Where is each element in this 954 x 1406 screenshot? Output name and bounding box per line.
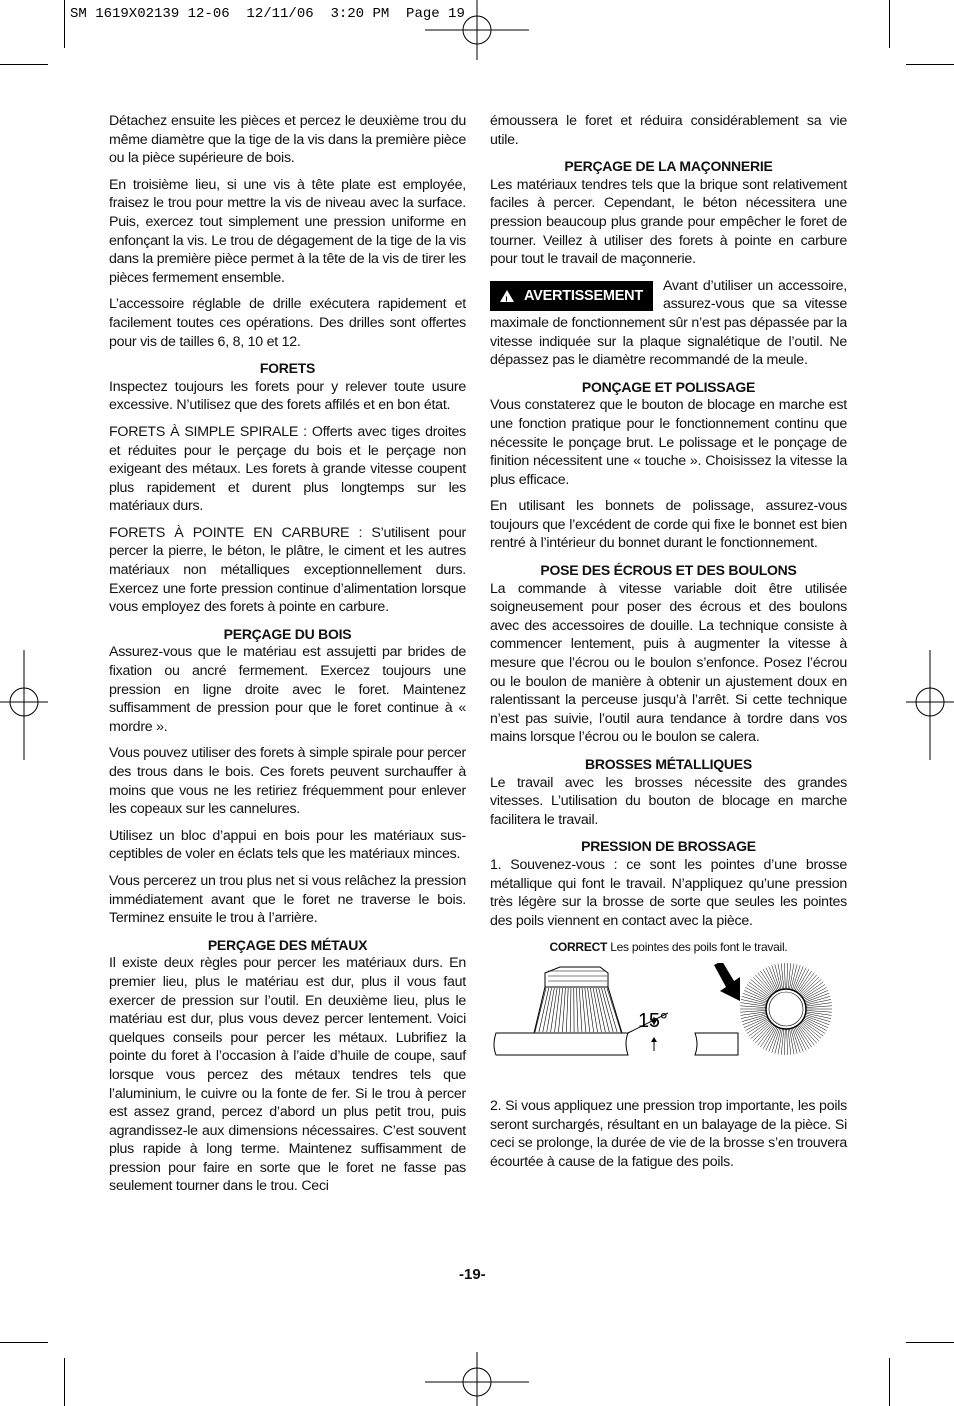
angle-label: 15° [638, 1009, 668, 1032]
paragraph: Les matériaux tendres tels que la brique sont relativement faciles à percer. Cependant, le béton nécessitera une pression beaucoup plus grande pour empêcher le foret de tourner. Veillez à utiliser des forets à pointe en carbure pour tout le travail de maçonnerie. [490, 176, 847, 268]
paragraph: Vous percerez un trou plus net si vous relâchez la pression immédiatement avant que le foret ne traverse le bois. Terminez ensuite le trou à l’arrière. [109, 872, 466, 927]
paragraph: Inspectez toujours les forets pour y relever toute usure excessive. N’utilisez que des forets affilés et en bon état. [109, 378, 466, 414]
paragraph: FORETS À POINTE EN CARBURE : S’utilisent pour percer la pierre, le béton, le plâtre, le ciment et les autres matériaux non métalliques exceptionnellement durs. Exercez une forte pression continue d’alimentation lorsque vous employez des forets à pointe en carbure. [109, 524, 466, 616]
wheel-brush-icon [740, 963, 832, 1055]
workpiece-icon [494, 1033, 738, 1055]
warning-badge [490, 281, 653, 312]
warning-label: AVERTISSEMENT [524, 287, 643, 304]
page-number: -19- [459, 1266, 486, 1283]
paragraph: L’accessoire réglable de drille exécutera rapidement et facilement toutes ces opérations. Des drilles sont offertes pour vis de tailles 6, 8, 10 et 12. [109, 296, 466, 350]
caption-text: Les pointes des poils font le travail. [607, 940, 788, 955]
warning-block [490, 277, 847, 370]
section-heading-forets: FORETS [259, 360, 316, 377]
paragraph: émoussera le foret et réduira considérablement sa vie utile. [490, 113, 847, 148]
pressure-arrow-icon [714, 963, 740, 1001]
paragraph: Utilisez un bloc d’appui en bois pour les matériaux sus-ceptibles de voler en éclats tels que les matériaux minces. [109, 827, 466, 863]
left-column [109, 112, 466, 1204]
section-heading-poncage: PONÇAGE ET POLISSAGE [581, 378, 756, 395]
paragraph: Vous constaterez que le bouton de blocage en marche est une fonction pratique pour le fonctionnement continu que nécessite le ponçage brut. Le polissage et le ponçage de finition nécessitent une « touche ». Choisissez la vitesse la plus efficace. [490, 397, 847, 488]
registration-mark-top [425, 0, 535, 62]
paragraph: 1. Souvenez-vous : ce sont les pointes d’une brosse métallique qui font le travail. N’appliquez qu’une pression très légère sur la brosse de sorte que seules les pointes des poils viennent en contact avec la pièce. [490, 856, 847, 929]
section-heading-ecrous: POSE DES ÉCROUS ET DES BOULONS [540, 562, 797, 579]
section-heading-brosses: BROSSES MÉTALLIQUES [585, 756, 752, 772]
paragraph: Le travail avec les brosses nécessite des grandes vitesses. L’utilisation du bouton de blocage en marche facilitera le travail. [490, 774, 847, 828]
figure-caption [490, 938, 847, 957]
brush-illustration [490, 963, 847, 1083]
paragraph: Assurez-vous que le matériau est assujetti par brides de fixation ou ancré fermement. Exercez toujours une pression en ligne droite avec le foret. Maintenez suffisamment de pression pour que le foret continue à « mordre ». [109, 644, 466, 735]
caption-bold: CORRECT [549, 940, 608, 955]
right-column [490, 112, 847, 1179]
paragraph: 2. Si vous appliquez une pression trop importante, les poils seront surchargés, résultant en un balayage de la pièce. Si ceci se prolonge, la durée de vie de la brosse s’en trouvera écourtée à cause de la fatigue des poils. [490, 1097, 847, 1170]
registration-mark-bottom [425, 1352, 535, 1406]
paragraph: Il existe deux règles pour percer les matériaux durs. En premier lieu, plus le matériau est dur, plus il vous faut exercer de pression sur l’outil. En deuxième lieu, plus le matériau est dur, plus vous devez percer lentement. Voici quelques conseils pour percer les métaux. Lubrifiez la pointe du foret à l’occasion à l’aide d’huile de coupe, sauf lorsque vous percez des métaux tendres tels que l’aluminium, le cuivre ou la fonte de fer. Si le trou à percer est assez grand, percez d’abord un plus petit trou, puis agrandissez-le aux dimensions nécessaires. C’est souvent plus rapide à long terme. Maintenez suffisamment de pression pour faire en sorte que le foret ne fasse pas seulement tourner dans le trou. Ceci [109, 955, 466, 1195]
cup-brush-icon [534, 967, 622, 1033]
paragraph: La commande à vitesse variable doit être utilisée soigneusement pour poser des écrous et des boulons avec des accessoires de douille. La technique consiste à commencer lentement, puis à augmenter la vitesse à mesure que l’écrou ou le boulon s’enfonce. Posez l’écrou ou le boulon de manière à obtenir un ajustement doux en ralentissant la perceuse jusqu’à l’arrêt. Si cette technique n’est pas suivie, l’outil aura tendance à tordre dans vos mains lorsque l’écrou ou le boulon se calera. [490, 580, 847, 746]
section-heading-percage-bois: PERÇAGE DU BOIS [223, 625, 352, 642]
warning-triangle-icon [500, 290, 514, 302]
paragraph: En utilisant les bonnets de polissage, assurez-vous toujours que l’excédent de corde qui fixe le bonnet est bien rentré à l’intérieur du bonnet durant le fonctionnement. [490, 498, 847, 552]
paragraph: En troisième lieu, si une vis à tête plate est employée, fraisez le trou pour mettre la vis de niveau avec la surface. Puis, exercez tout simplement une pression uniforme en enfonçant la vis. Le trou de dégagement de la tige de la vis dans la première pièce permet à la tête de la vis de tirer les pièces fermement ensemble. [109, 176, 466, 286]
section-heading-pression: PRESSION DE BROSSAGE [581, 838, 756, 855]
paragraph: Détachez ensuite les pièces et percez le deuxième trou du même diamètre que la tige de la vis dans la première pièce ou la pièce supérieure de bois. [109, 113, 466, 167]
section-heading-maconnerie: PERÇAGE DE LA MAÇONNERIE [564, 158, 773, 175]
paragraph: FORETS À SIMPLE SPIRALE : Offerts avec tiges droites et réduites pour le perçage du bois et le perçage non exigeant des métaux. Les forets à grande vitesse coupent plus rapidement et durent plus longtemps sur les matériaux durs. [109, 423, 466, 515]
paragraph: Vous pouvez utiliser des forets à simple spirale pour percer des trous dans le bois. Ces forets peuvent surchauffer à moins que vous ne les retiriez fréquemment pour enlever les copeaux sur les cannelures. [109, 745, 466, 818]
registration-mark-left [0, 650, 50, 760]
warning-text: Avant d’utiliser un accessoire, assurez-vous que sa vitesse maximale de fonctionnement sûr n’est pas dépassée par la vitesse indiquée sur la plaque signalétique de l’outil. Ne dépassez pas le diamètre recommandé de la meule. [490, 277, 847, 369]
section-heading-percage-metaux: PERÇAGE DES MÉTAUX [207, 936, 368, 953]
registration-mark-right [904, 650, 954, 760]
print-slug: SM 1619X02139 12-06 12/11/06 3:20 PM Page 19 [70, 6, 465, 22]
